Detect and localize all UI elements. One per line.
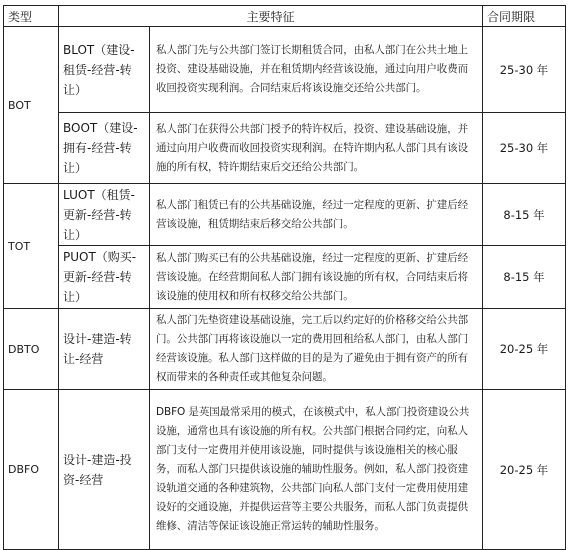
table-row (4, 246, 566, 309)
ppp-models-table (3, 5, 566, 550)
header-term: 合同期限 (483, 6, 566, 27)
type-cell-dbfo: DBFO (4, 390, 59, 550)
table-row (4, 390, 566, 550)
type-cell-dbto: DBTO (4, 309, 59, 390)
header-type: 类型 (4, 6, 59, 27)
table-row (4, 309, 566, 390)
type-cell-bot: BOT (4, 27, 59, 184)
table-row (4, 113, 566, 184)
feature-cell: 私人部门先垫资建设基础设施，完工后以约定好的价格移交给公共部门。公共部门再将该设施以一定的费用回租给私人部门，由私人部门经营该设施。私人部门这样做的目的是为了避免由于拥有资产的所有权而带来的各种责任或其他复杂问题。 (150, 309, 483, 390)
feature-cell: 私人部门租赁已有的公共基础设施，经过一定程度的更新、扩建后经营该设施，租赁期结束后移交给公共部门。 (150, 184, 483, 246)
term-cell: 25-30 年 (483, 113, 566, 184)
subtype-cell: BOOT（建设-拥有-经营-转让） (59, 113, 150, 184)
term-cell: 20-25 年 (483, 390, 566, 550)
feature-cell: 私人部门先与公共部门签订长期租赁合同，由私人部门在公共土地上投资、建设基础设施，并在租赁期内经营该设施，通过向用户收费而收回投资实现利润。合同结束后将该设施交还给公共部门。 (150, 27, 483, 113)
subtype-cell: 设计-建造-转让-经营 (59, 309, 150, 390)
feature-cell: 私人部门购买已有的公共基础设施，经过一定程度的更新、扩建后经营该设施。在经营期间私人部门拥有该设施的所有权，合同结束后将该设施的使用权和所有权移交给公共部门。 (150, 246, 483, 309)
subtype-cell: 设计-建造-投资-经营 (59, 390, 150, 550)
header-row (4, 6, 566, 27)
header-features: 主要特征 (59, 6, 483, 27)
feature-cell: 私人部门在获得公共部门授予的特许权后，投资、建设基础设施，并通过向用户收费而收回投资实现利润。在特许期内私人部门具有该设施的所有权，特许期结束后交还给公共部门。 (150, 113, 483, 184)
term-cell: 8-15 年 (483, 184, 566, 246)
term-cell: 25-30 年 (483, 27, 566, 113)
table-row (4, 27, 566, 113)
term-cell: 8-15 年 (483, 246, 566, 309)
term-cell: 20-25 年 (483, 309, 566, 390)
table-row (4, 184, 566, 246)
feature-cell: DBFO 是英国最常采用的模式，在该模式中，私人部门投资建设公共设施，通常也具有该设施的所有权。公共部门根据合同约定，向私人部门支付一定费用并使用该设施，同时提供与该设施相关的核心服务，而私人部门只提供该设施的辅助性服务。例如，私人部门投资建设轨道交通的各种建筑物，公共部门向私人部门支付一定费用使用建设好的交通设施，并提供运营等主要公共服务，而私人部门负责提供维修、清洁等保证该设施正常运转的辅助性服务。 (150, 390, 483, 550)
subtype-cell: LUOT（租赁-更新-经营-转让） (59, 184, 150, 246)
type-cell-tot: TOT (4, 184, 59, 309)
subtype-cell: BLOT（建设-租赁-经营-转让） (59, 27, 150, 113)
subtype-cell: PUOT（购买-更新-经营-转让） (59, 246, 150, 309)
